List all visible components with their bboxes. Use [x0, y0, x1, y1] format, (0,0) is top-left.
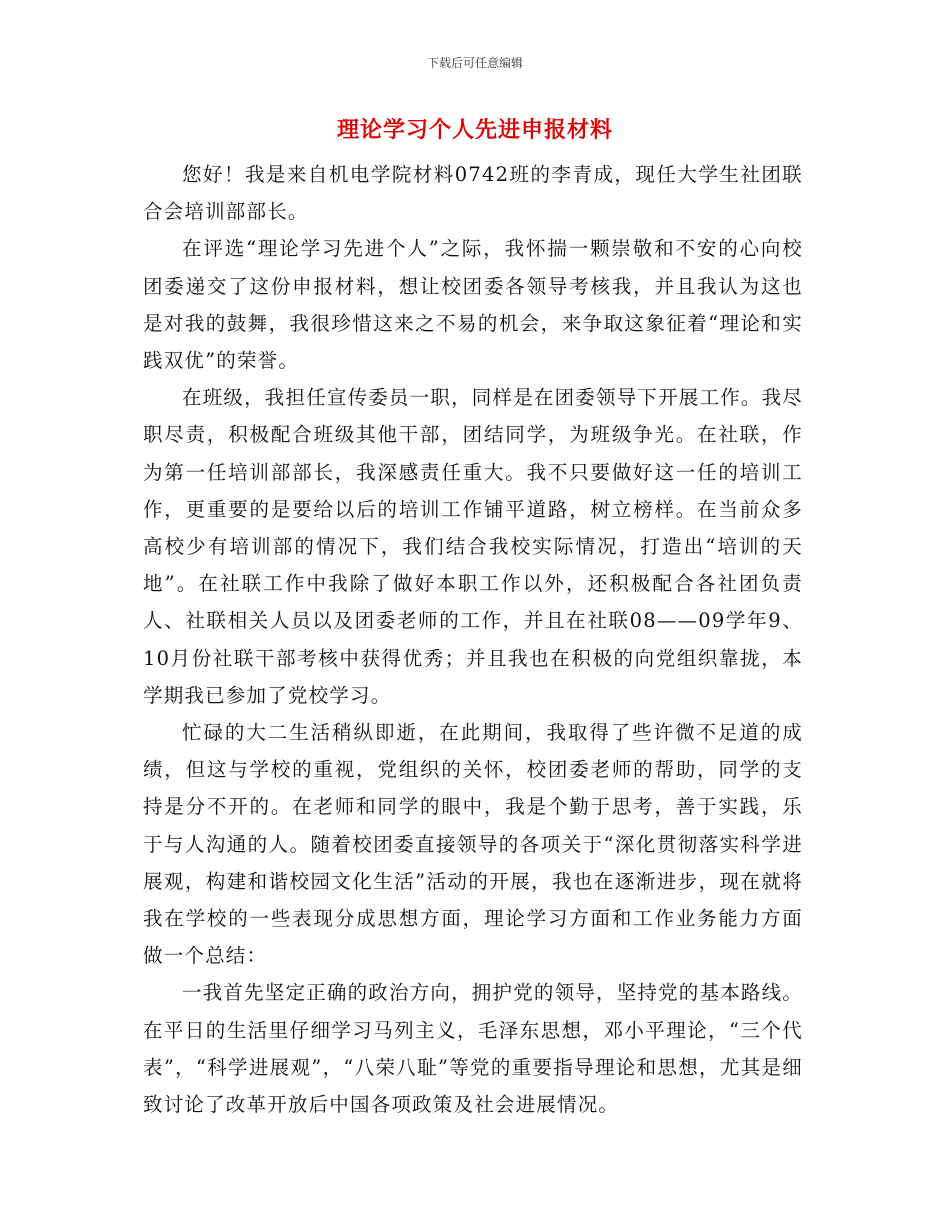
paragraph-3: 在班级，我担任宣传委员一职，同样是在团委领导下开展工作。我尽职尽责，积极配合班级其他干部，团结同学，为班级争光。在社联，作为第一任培训部部长，我深感责任重大。我不只要做好这一任的培训工作，更重要的是要给以后的培训工作铺平道路，树立榜样。在当前众多高校少有培训部的情况下，我们结合我校实际情况，打造出“培训的天地”。在社联工作中我除了做好本职工作以外，还积极配合各社团负责人、社联相关人员以及团委老师的工作，并且在社联08——09学年9、10月份社联干部考核中获得优秀；并且我也在积极的向党组织靠拢，本学期我已参加了党校学习。 [143, 386, 804, 707]
document-body [143, 156, 803, 1123]
paragraph-4: 忙碌的大二生活稍纵即逝，在此期间，我取得了些许微不足道的成绩，但这与学校的重视，党组织的关怀，校团委老师的帮助，同学的支持是分不开的。在老师和同学的眼中，我是个勤于思考，善于实践，乐于与人沟通的人。随着校团委直接领导的各项关于“深化贯彻落实科学进展观，构建和谐校园文化生活”活动的开展，我也在逐渐进步，现在就将我在学校的一些表现分成思想方面，理论学习方面和工作业务能力方面做一个总结： [143, 721, 803, 968]
paragraph-2: 在评选“理论学习先进个人”之际，我怀揣一颗崇敬和不安的心向校团委递交了这份申报材料，想让校团委各领导考核我，并且我认为这也是对我的鼓舞，我很珍惜这来之不易的机会，来争取这象征着“理论和实践双优”的荣誉。 [143, 237, 803, 373]
document-title: 理论学习个人先进申报材料 [336, 117, 613, 143]
paragraph-1: 您好！我是来自机电学院材料0742班的李青成，现任大学生社团联合会培训部部长。 [143, 163, 803, 224]
paragraph-5: 一我首先坚定正确的政治方向，拥护党的领导，坚持党的基本路线。在平日的生活里仔细学习马列主义，毛泽东思想，邓小平理论，“三个代表”，“科学进展观”，“八荣八耻”等党的重要指导理论和思想，尤其是细致讨论了改革开放后中国各项政策及社会进展情况。 [143, 981, 804, 1117]
header-note: 下载后可任意编辑 [426, 56, 523, 70]
